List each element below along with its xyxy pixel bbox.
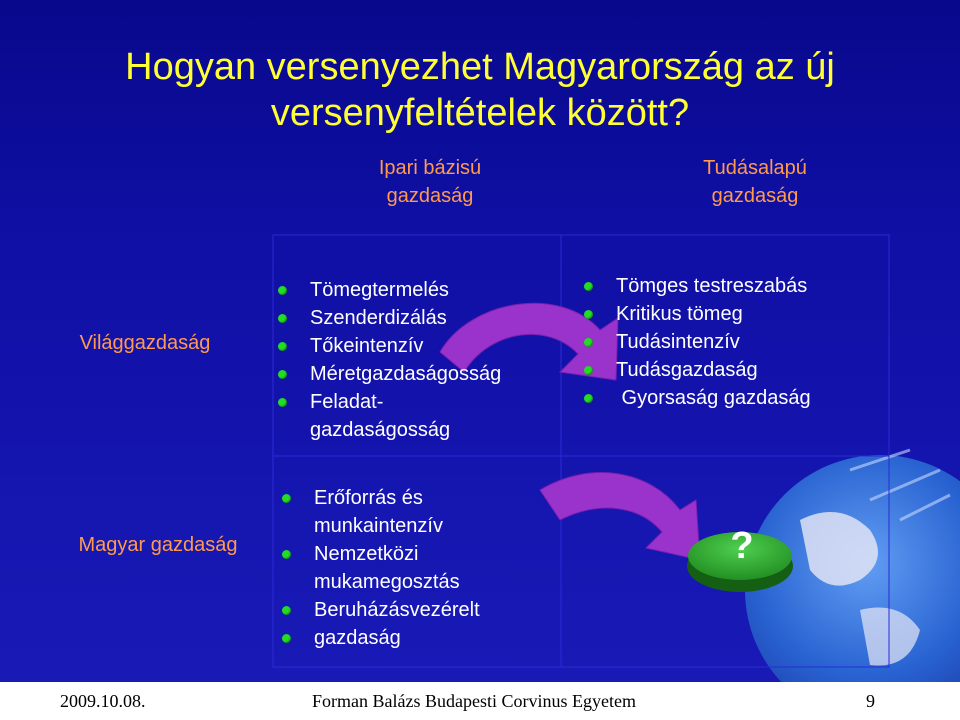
row-header-world: Világgazdaság [79, 332, 211, 354]
list-item [578, 300, 811, 328]
list-item-text: Tömegtermelés [310, 279, 449, 301]
bullet-icon [278, 370, 287, 379]
slide-title [0, 44, 960, 136]
footer-author: Forman Balázs Budapesti Corvinus Egyetem [312, 691, 636, 711]
footer-date: 2009.10.08. [60, 691, 146, 711]
list-item-text: Szenderdizálás [310, 307, 447, 329]
list-item [276, 484, 480, 512]
cell-hungary-industrial [276, 484, 480, 652]
slide-title-line2: versenyfeltételek között? [270, 92, 690, 134]
list-item-text: Beruházásvezérelt [314, 599, 480, 621]
list-item-text: Tudásintenzív [616, 331, 740, 353]
footer-page-number: 9 [866, 691, 875, 711]
list-item-text: gazdaságosság [310, 419, 451, 441]
list-item-text: munkaintenzív [314, 515, 443, 537]
list-item [276, 624, 480, 652]
column-header-knowledge-line2: gazdaság [711, 185, 799, 207]
list-item-continuation [276, 512, 480, 540]
list-item [276, 596, 480, 624]
bullet-icon [584, 366, 593, 375]
list-item-text: Gyorsaság gazdaság [616, 387, 811, 409]
list-item [578, 328, 811, 356]
bullet-icon [278, 398, 287, 407]
list-item-text: gazdaság [314, 627, 401, 649]
list-item [272, 276, 501, 304]
cell-world-industrial [272, 276, 501, 444]
list-item-text: Tömges testreszabás [616, 275, 808, 297]
question-mark: ? [730, 525, 754, 567]
bullet-icon [282, 550, 291, 559]
bullet-icon [584, 338, 593, 347]
list-item [276, 540, 480, 568]
list-item-text: Nemzetközi [314, 543, 419, 565]
globe-icon [745, 450, 960, 720]
list-item [578, 272, 811, 300]
list-item [578, 384, 811, 412]
column-header-industrial-line1: Ipari bázisú [378, 157, 482, 179]
column-header-knowledge [655, 154, 855, 210]
list-item [272, 360, 501, 388]
list-item [272, 332, 501, 360]
list-item-text: mukamegosztás [314, 571, 460, 593]
cell-world-knowledge [578, 272, 811, 412]
list-item [578, 356, 811, 384]
bullet-icon [278, 342, 287, 351]
bullet-icon [282, 634, 291, 643]
list-item-text: Tudásgazdaság [616, 359, 758, 381]
column-header-industrial-line2: gazdaság [386, 185, 474, 207]
bullet-icon [282, 606, 291, 615]
bullet-icon [278, 314, 287, 323]
list-item [272, 304, 501, 332]
bullet-icon [584, 282, 593, 291]
list-item-text: Feladat- [310, 391, 384, 413]
arrow-bottom [540, 473, 700, 560]
bullet-icon [278, 286, 287, 295]
list-item-text: Erőforrás és [314, 487, 423, 509]
bullet-icon [584, 394, 593, 403]
list-item-text: Tőkeintenzív [310, 335, 424, 357]
list-item-continuation [276, 568, 480, 596]
column-header-industrial [330, 154, 530, 210]
bullet-icon [584, 310, 593, 319]
list-item-continuation [272, 416, 501, 444]
column-header-knowledge-line1: Tudásalapú [703, 157, 807, 179]
list-item-text: Méretgazdaságosság [310, 363, 502, 385]
list-item-text: Kritikus tömeg [616, 303, 743, 325]
slide-title-line1: Hogyan versenyezhet Magyarország az új [125, 46, 835, 88]
row-header-hungary: Magyar gazdaság [78, 534, 238, 556]
bullet-icon [282, 494, 291, 503]
list-item [272, 388, 501, 416]
